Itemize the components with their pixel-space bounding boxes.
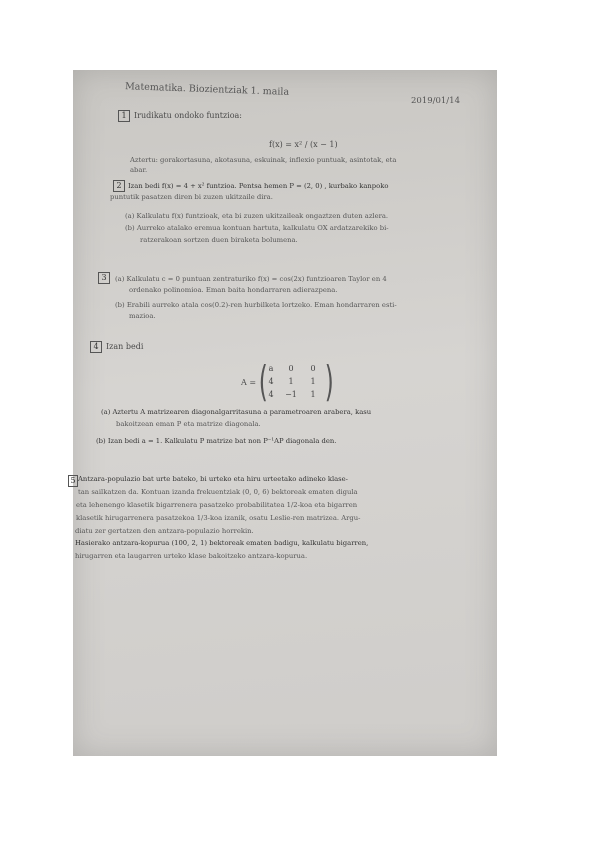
question-4-number: 4 [90, 341, 102, 353]
matrix-a [241, 357, 361, 406]
q5-line-7: hirugarren eta laugarren urteko klase bakoitzeko antzara-kopurua. [75, 552, 308, 560]
question-2-number: 2 [113, 180, 125, 192]
matrix-cell: −1 [285, 390, 297, 399]
exam-date: 2019/01/14 [411, 96, 460, 106]
exam-title: Matematika. Biozientziak 1. maila [124, 81, 290, 98]
question-1-number: 1 [118, 110, 130, 122]
q1-line-1: Aztertu: gorakortasuna, akotasuna, eskuinak, inflexio puntuak, asintotak, eta [130, 156, 397, 164]
q3-part-b-line-1: (b) Erabili aurreko atala cos(0.2)-ren hurbilketa lortzeko. Eman hondarraren esti- [115, 301, 397, 309]
q2-part-b-line-2: ratzerakoan sortzen duen biraketa bolumena. [140, 236, 298, 244]
matrix-right-paren: ) [324, 357, 334, 406]
matrix-cell: 0 [288, 364, 294, 373]
matrix-cell: 4 [268, 390, 274, 399]
matrix-cell: 1 [310, 377, 316, 386]
q2-line-1: Izan bedi f(x) = 4 + x² funtzioa. Pentsa hemen P = (2, 0) , kurbako kanpoko [128, 182, 389, 190]
q3-part-a-line-2: ordenako polinomioa. Eman baita hondarraren adierazpena. [129, 286, 338, 294]
matrix-cell: 1 [310, 390, 316, 399]
q4-part-a-line-2: bakoitzean eman P eta matrize diagonala. [116, 420, 261, 428]
q5-line-3: eta lehenengo klasetik bigarrenera pasatzeko probabilitatea 1/2-koa eta bigarren [76, 501, 358, 509]
matrix-cell: 0 [310, 364, 316, 373]
q2-line-2: puntutik pasatzen diren bi zuzen ukitzaile dira. [110, 193, 273, 201]
q1-formula: f(x) = x² / (x − 1) [269, 140, 338, 149]
matrix-cell: 1 [288, 377, 294, 386]
q5-line-2: tan sailkatzen da. Kontuan izanda frekuentziak (0, 0, 6) bektoreak ematen digula [78, 488, 358, 496]
q4-intro: Izan bedi [106, 342, 144, 351]
q4-part-a-line-1: (a) Aztertu A matrizearen diagonalgarritasuna a parametroaren arabera, kasu [101, 408, 372, 416]
q1-line-2: abar. [130, 166, 148, 174]
q5-line-5: diatu zer gertatzen den antzara-populazio horrekin. [75, 527, 254, 535]
q3-part-a-line-1: (a) Kalkulatu c = 0 puntuan zentraturiko f(x) = cos(2x) funtzioaren Taylor en 4 [115, 275, 387, 283]
q5-line-4: klasetik hirugarrenera pasatzekoa 1/3-koa izanik, osatu Leslie-ren matrizea. Argu- [76, 514, 361, 522]
q2-part-b-line-1: (b) Aurreko atalako eremua kontuan hartuta, kalkulatu OX ardatzarekiko bi- [125, 224, 389, 232]
matrix-cell: 4 [268, 377, 274, 386]
q5-line-6: Hasierako antzara-kopurua (100, 2, 1) bektoreak ematen badigu, kalkulatu bigarren, [75, 539, 369, 547]
question-3-number: 3 [98, 272, 110, 284]
q4-part-b: (b) Izan bedi a = 1. Kalkulatu P matrize bat non P⁻¹AP diagonala den. [96, 437, 337, 445]
matrix-cell: a [268, 364, 274, 373]
exam-sheet [70, 70, 497, 756]
q5-line-1: Antzara-populazio bat urte bateko, bi urteko eta hiru urteetako adineko klase- [78, 475, 348, 483]
q3-part-b-line-2: mazioa. [129, 312, 156, 320]
question-5-number: 5 [68, 475, 78, 487]
matrix-lhs: A = [241, 378, 257, 387]
matrix-left-paren: ( [258, 357, 268, 406]
q1-intro: Irudikatu ondoko funtzioa: [134, 111, 242, 120]
q2-part-a: (a) Kalkulatu f(x) funtzioak, eta bi zuzen ukitzaileak ongaztzen duten azlera. [125, 212, 389, 220]
